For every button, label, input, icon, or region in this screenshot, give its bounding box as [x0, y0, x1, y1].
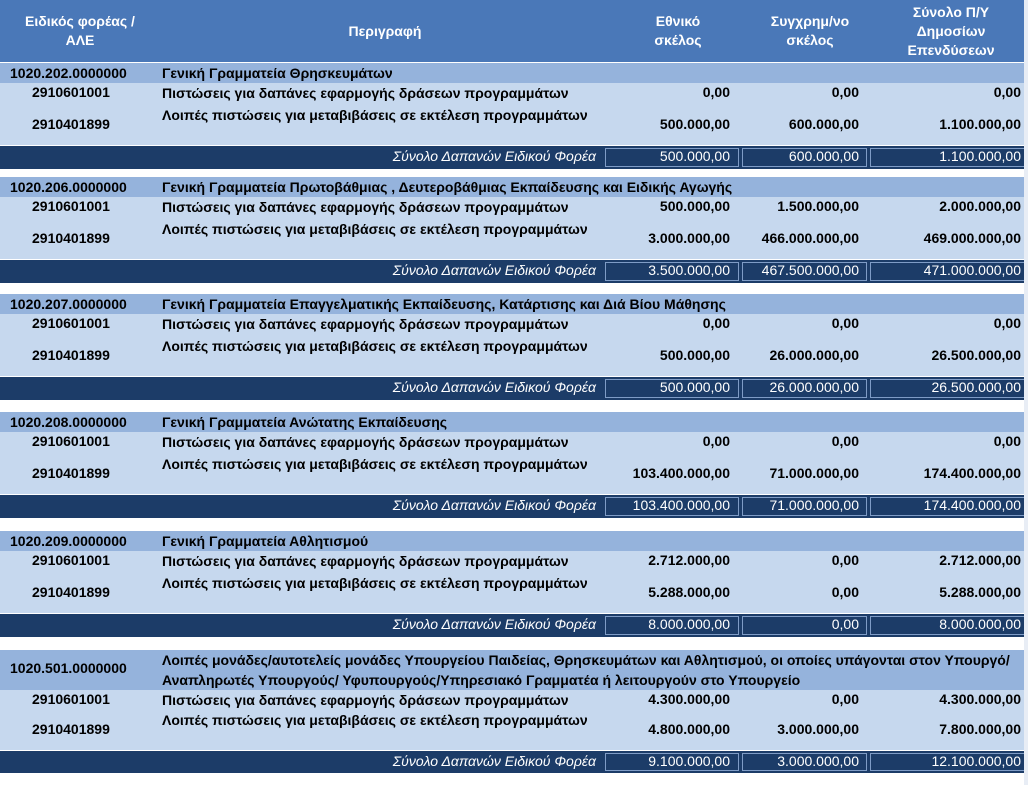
total-total: 471.000.000,00 [923, 262, 1021, 278]
total-total: 12.100.000,00 [931, 753, 1021, 769]
total-label: Σύνολο Δαπανών Ειδικού Φορέα [392, 379, 596, 395]
group-total-row [0, 613, 1028, 638]
total-cofunded: 3.000.000,00 [777, 753, 859, 769]
group-title-row [0, 649, 1028, 691]
group-total-row [0, 259, 1028, 284]
header-total-label: Σύνολο Π/Υ Δημοσίων Επενδύσεων [907, 3, 995, 58]
group-total-row [0, 494, 1028, 519]
item-total: 7.800.000,00 [939, 721, 1021, 737]
group-title-row [0, 530, 1028, 552]
total-national: 8.000.000,00 [648, 616, 730, 632]
item-code: 2910401899 [32, 465, 110, 481]
table-row [0, 690, 1028, 710]
item-code: 2910601001 [32, 198, 110, 214]
group-title-row [0, 176, 1028, 198]
total-cofunded: 467.500.000,00 [761, 262, 859, 278]
item-cofunded: 1.500.000,00 [777, 198, 859, 214]
item-cofunded: 0,00 [831, 584, 859, 600]
item-description: Λοιπές πιστώσεις για μεταβιβάσεις σε εκτέλεση προγραμμάτων [162, 221, 588, 237]
item-description: Λοιπές πιστώσεις για μεταβιβάσεις σε εκτέλεση προγραμμάτων [162, 575, 588, 591]
group-name: Γενική Γραμματεία Επαγγελματικής Εκπαίδευσης, Κατάρτισης και Διά Βίου Μάθησης [162, 296, 726, 312]
item-national: 4.800.000,00 [648, 721, 730, 737]
item-total: 0,00 [993, 84, 1021, 100]
total-label: Σύνολο Δαπανών Ειδικού Φορέα [392, 262, 596, 278]
total-total: 8.000.000,00 [939, 616, 1021, 632]
table-row [0, 219, 1028, 259]
item-national: 500.000,00 [659, 198, 730, 214]
total-cofunded: 600.000,00 [788, 148, 859, 164]
item-description: Λοιπές πιστώσεις για μεταβιβάσεις σε εκτέλεση προγραμμάτων [162, 456, 588, 472]
item-cofunded: 600.000,00 [788, 116, 859, 132]
item-total: 174.400.000,00 [923, 465, 1021, 481]
header-description-label: Περιγραφή [348, 22, 422, 39]
group-name: Γενική Γραμματεία Θρησκευμάτων [162, 65, 393, 81]
item-national: 500.000,00 [659, 116, 730, 132]
item-cofunded: 0,00 [831, 315, 859, 331]
item-national: 4.300.000,00 [648, 691, 730, 707]
total-national: 500.000,00 [659, 148, 730, 164]
item-national: 5.288.000,00 [648, 584, 730, 600]
item-cofunded: 466.000.000,00 [761, 230, 859, 246]
item-code: 2910601001 [32, 552, 110, 568]
group-name: Γενική Γραμματεία Ανώτατης Εκπαίδευσης [162, 414, 448, 430]
header-national [610, 0, 746, 62]
total-label: Σύνολο Δαπανών Ειδικού Φορέα [392, 753, 596, 769]
item-description: Λοιπές πιστώσεις για μεταβιβάσεις σε εκτέλεση προγραμμάτων [162, 712, 588, 728]
item-code: 2910601001 [32, 315, 110, 331]
item-description: Πιστώσεις για δαπάνες εφαρμογής δράσεων προγραμμάτων [162, 692, 569, 708]
header-code-label: Ειδικός φορέας / ΑΛΕ [25, 13, 135, 48]
table-row [0, 710, 1028, 750]
item-code: 2910401899 [32, 584, 110, 600]
table-row [0, 197, 1028, 219]
item-cofunded: 3.000.000,00 [777, 721, 859, 737]
item-total: 2.712.000,00 [939, 552, 1021, 568]
group-title-row [0, 293, 1028, 315]
item-code: 2910401899 [32, 721, 110, 737]
item-code: 2910601001 [32, 84, 110, 100]
group-code: 1020.207.0000000 [10, 296, 127, 312]
item-description: Πιστώσεις για δαπάνες εφαρμογής δράσεων προγραμμάτων [162, 316, 569, 332]
item-cofunded: 0,00 [831, 552, 859, 568]
group-code: 1020.208.0000000 [10, 414, 127, 430]
group-name: Λοιπές μονάδες/αυτοτελείς μονάδες Υπουργείου Παιδείας, Θρησκευμάτων και Αθλητισμού, οι οποίες υπάγονται στον Υπουργό/Αναπληρωτές Υπουργούς/ Υφυπουργούς/Υπηρεσιακό Γραμματέα ή λειτουργούν στο Υπουργείο [162, 652, 1010, 688]
header-code [0, 0, 160, 62]
header-cofunded [746, 0, 874, 62]
total-national: 500.000,00 [659, 379, 730, 395]
item-national: 0,00 [702, 84, 730, 100]
table-row [0, 573, 1028, 613]
item-description: Λοιπές πιστώσεις για μεταβιβάσεις σε εκτέλεση προγραμμάτων [162, 338, 588, 354]
table-row [0, 551, 1028, 573]
group-name: Γενική Γραμματεία Πρωτοβάθμιας , Δευτεροβάθμιας Εκπαίδευσης και Ειδικής Αγωγής [162, 179, 733, 195]
item-national: 3.000.000,00 [648, 230, 730, 246]
table-row [0, 314, 1028, 336]
group-title-row [0, 411, 1028, 433]
total-national: 3.500.000,00 [648, 262, 730, 278]
item-total: 469.000.000,00 [923, 230, 1021, 246]
item-cofunded: 26.000.000,00 [769, 347, 859, 363]
total-label: Σύνολο Δαπανών Ειδικού Φορέα [392, 497, 596, 513]
item-total: 5.288.000,00 [939, 584, 1021, 600]
table-row [0, 105, 1028, 145]
table-row [0, 454, 1028, 494]
item-description: Πιστώσεις για δαπάνες εφαρμογής δράσεων προγραμμάτων [162, 199, 569, 215]
group-code: 1020.206.0000000 [10, 179, 127, 195]
header-description [160, 0, 610, 62]
item-total: 1.100.000,00 [939, 116, 1021, 132]
group-total-row [0, 750, 1028, 774]
item-total: 26.500.000,00 [931, 347, 1021, 363]
item-code: 2910601001 [32, 433, 110, 449]
header-total [874, 0, 1028, 62]
item-description: Πιστώσεις για δαπάνες εφαρμογής δράσεων προγραμμάτων [162, 553, 569, 569]
total-cofunded: 71.000.000,00 [769, 497, 859, 513]
item-description: Λοιπές πιστώσεις για μεταβιβάσεις σε εκτέλεση προγραμμάτων [162, 107, 588, 123]
table-row [0, 336, 1028, 376]
total-total: 26.500.000,00 [931, 379, 1021, 395]
group-total-row [0, 376, 1028, 401]
item-cofunded: 0,00 [831, 691, 859, 707]
total-label: Σύνολο Δαπανών Ειδικού Φορέα [392, 148, 596, 164]
item-code: 2910401899 [32, 347, 110, 363]
total-total: 174.400.000,00 [923, 497, 1021, 513]
right-edge-strip [1024, 0, 1028, 785]
table-header [0, 0, 1028, 62]
item-total: 4.300.000,00 [939, 691, 1021, 707]
group-total-row [0, 145, 1028, 170]
table-row [0, 432, 1028, 454]
header-national-label: Εθνικό σκέλος [654, 13, 702, 48]
total-national: 103.400.000,00 [632, 497, 730, 513]
group-name: Γενική Γραμματεία Αθλητισμού [162, 533, 369, 549]
item-national: 500.000,00 [659, 347, 730, 363]
item-description: Πιστώσεις για δαπάνες εφαρμογής δράσεων προγραμμάτων [162, 434, 569, 450]
table-row [0, 83, 1028, 105]
header-cofunded-label: Συγχρημ/νο σκέλος [770, 13, 850, 48]
item-national: 2.712.000,00 [648, 552, 730, 568]
group-code: 1020.202.0000000 [10, 65, 127, 81]
total-label: Σύνολο Δαπανών Ειδικού Φορέα [392, 616, 596, 632]
group-title-row [0, 62, 1028, 84]
item-description: Πιστώσεις για δαπάνες εφαρμογής δράσεων προγραμμάτων [162, 85, 569, 101]
total-cofunded: 26.000.000,00 [769, 379, 859, 395]
item-total: 2.000.000,00 [939, 198, 1021, 214]
item-national: 0,00 [702, 433, 730, 449]
group-code: 1020.209.0000000 [10, 533, 127, 549]
item-total: 0,00 [993, 315, 1021, 331]
item-code: 2910401899 [32, 116, 110, 132]
item-national: 103.400.000,00 [632, 465, 730, 481]
item-national: 0,00 [702, 315, 730, 331]
item-total: 0,00 [993, 433, 1021, 449]
group-code: 1020.501.0000000 [10, 660, 127, 676]
total-national: 9.100.000,00 [648, 753, 730, 769]
item-cofunded: 71.000.000,00 [769, 465, 859, 481]
item-code: 2910601001 [32, 691, 110, 707]
total-cofunded: 0,00 [831, 616, 859, 632]
item-cofunded: 0,00 [831, 84, 859, 100]
item-code: 2910401899 [32, 230, 110, 246]
total-total: 1.100.000,00 [939, 148, 1021, 164]
item-cofunded: 0,00 [831, 433, 859, 449]
